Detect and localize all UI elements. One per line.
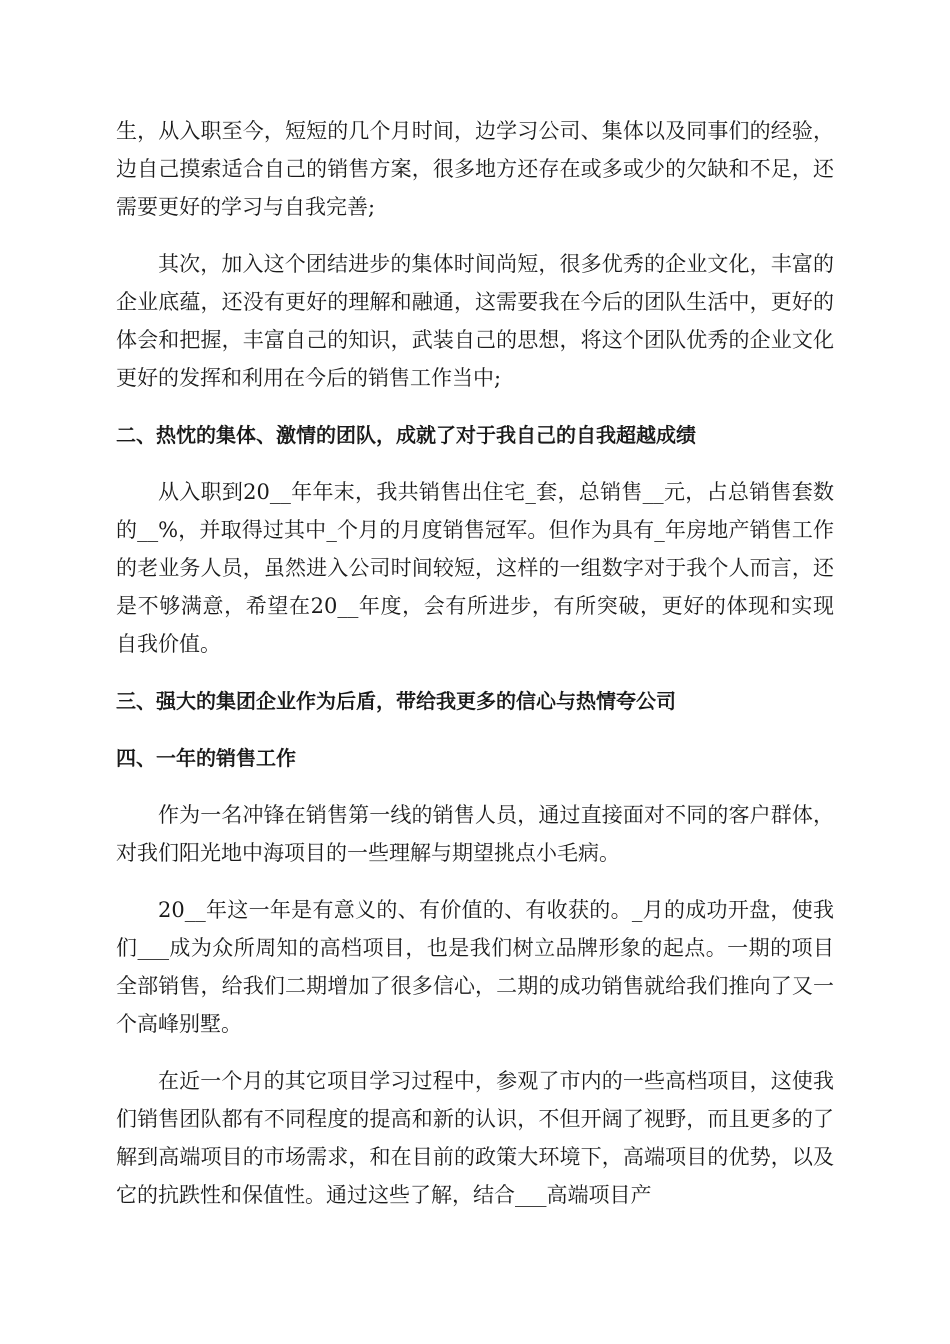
document-body [116,112,834,1214]
section-heading-3: 三、强大的集团企业作为后盾，带给我更多的信心与热情夸公司 [116,689,676,713]
section-heading-2: 二、热忱的集体、激情的团队，成就了对于我自己的自我超越成绩 [116,423,696,447]
section-heading-4: 四、一年的销售工作 [116,746,296,770]
paragraph-sales-results: 从入职到20__年年末，我共销售出住宅_套，总销售__元，占总销售套数的__%，并取得过其中_个月的月度销售冠军。但作为具有_年房地产销售工作的老业务人员，虽然进入公司时间较短，这样的一组数字对于我个人而言，还是不够满意，希望在20__年度，会有所进步，有所突破，更好的体现和实现自我价值。 [116,480,834,656]
paragraph-project-study: 在近一个月的其它项目学习过程中，参观了市内的一些高档项目，这使我们销售团队都有不同程度的提高和新的认识，不但开阔了视野，而且更多的了解到高端项目的市场需求，和在目前的政策大环境下，高端项目的优势，以及它的抗跌性和保值性。通过这些了解，结合___高端项目产 [116,1069,834,1207]
paragraph-year-review: 20__年这一年是有意义的、有价值的、有收获的。_月的成功开盘，使我们___成为众所周知的高档项目，也是我们树立品牌形象的起点。一期的项目全部销售，给我们二期增加了很多信心，二期的成功销售就给我们推向了又一个高峰别墅。 [116,898,834,1036]
paragraph-continuation: 生，从入职至今，短短的几个月时间，边学习公司、集体以及同事们的经验，边自己摸索适合自己的销售方案，很多地方还存在或多或少的欠缺和不足，还需要更好的学习与自我完善; [116,119,834,219]
paragraph-frontline: 作为一名冲锋在销售第一线的销售人员，通过直接面对不同的客户群体，对我们阳光地中海项目的一些理解与期望挑点小毛病。 [116,803,834,865]
paragraph-secondly: 其次，加入这个团结进步的集体时间尚短，很多优秀的企业文化，丰富的企业底蕴，还没有更好的理解和融通，这需要我在今后的团队生活中，更好的体会和把握，丰富自己的知识，武装自己的思想，将这个团队优秀的企业文化更好的发挥和利用在今后的销售工作当中; [116,252,834,390]
